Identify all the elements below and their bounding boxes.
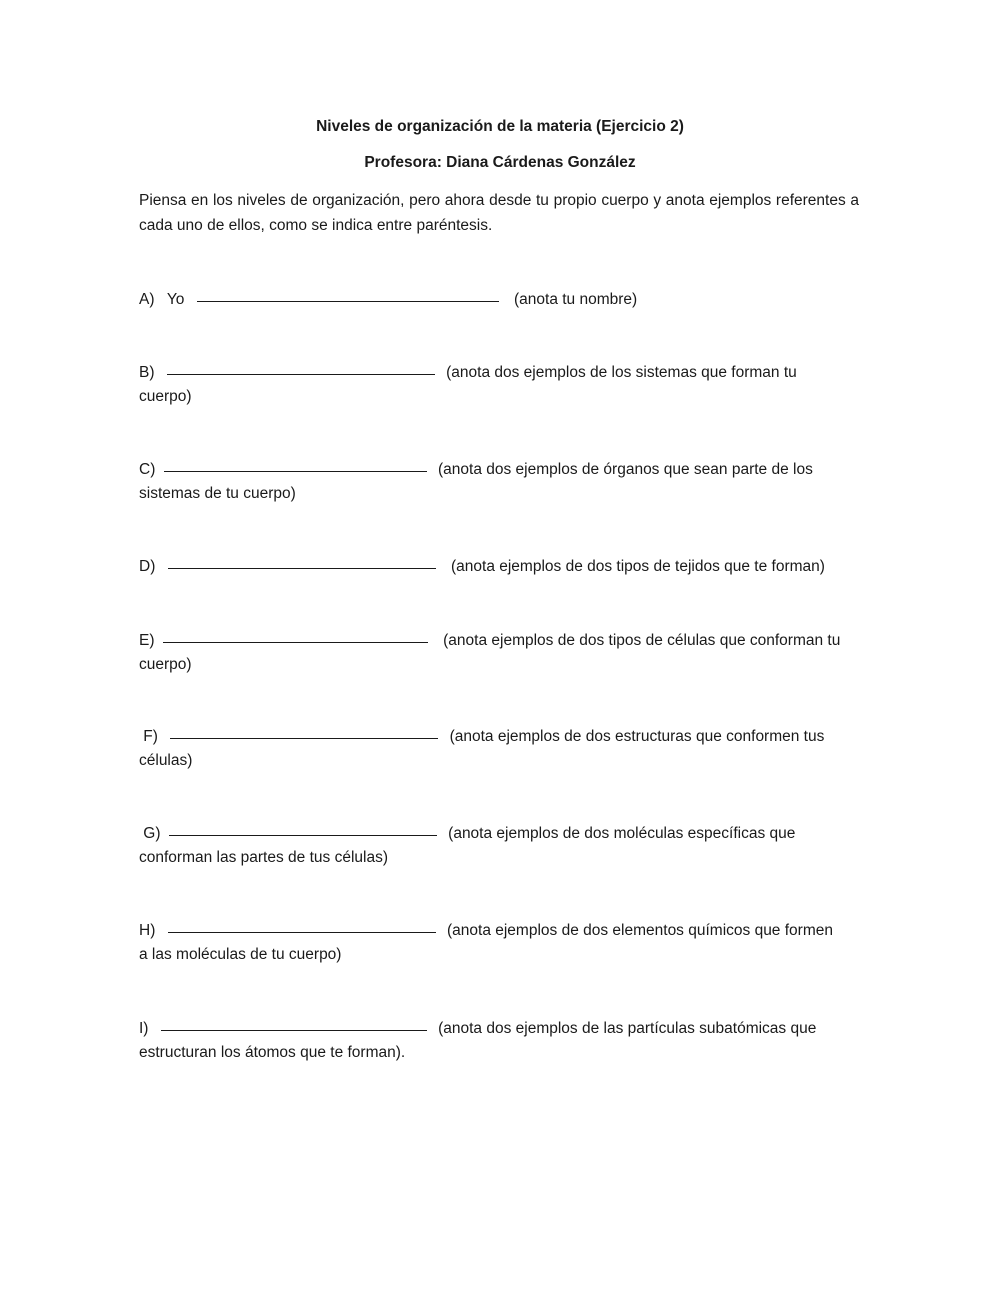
item-instruction: (anota ejemplos de dos elementos químicos que formen bbox=[446, 922, 833, 939]
item-label: H) bbox=[139, 922, 156, 939]
answer-blank-a[interactable] bbox=[197, 283, 499, 302]
item-instruction: (anota ejemplos de dos moléculas específicas que bbox=[448, 825, 796, 842]
item-instruction: (anota tu nombre) bbox=[513, 291, 638, 308]
item-instruction: (anota ejemplos de dos estructuras que conformen tus bbox=[449, 728, 825, 745]
teacher-name: Profesora: Diana Cárdenas González bbox=[364, 154, 636, 171]
item-label: F) bbox=[139, 728, 158, 745]
answer-blank-c[interactable] bbox=[164, 453, 427, 472]
item-instruction-continued: cuerpo) bbox=[139, 656, 192, 673]
item-label: A) bbox=[139, 291, 155, 308]
item-label: G) bbox=[139, 825, 161, 842]
answer-blank-e[interactable] bbox=[163, 624, 428, 643]
item-instruction: (anota ejemplos de dos tipos de células que conforman tu bbox=[443, 632, 841, 649]
exercise-item-i bbox=[139, 1014, 863, 1065]
exercise-item-b bbox=[139, 358, 863, 409]
item-instruction-continued: conforman las partes de tus células) bbox=[139, 849, 388, 866]
exercise-item-a bbox=[139, 285, 863, 312]
answer-blank-g[interactable] bbox=[169, 817, 437, 836]
item-instruction-continued: sistemas de tu cuerpo) bbox=[139, 485, 296, 502]
answer-blank-f[interactable] bbox=[170, 720, 438, 739]
exercise-item-e bbox=[139, 626, 863, 677]
item-instruction-continued: a las moléculas de tu cuerpo) bbox=[139, 946, 342, 963]
instructions-paragraph: Piensa en los niveles de organización, pero ahora desde tu propio cuerpo y anota ejemplos referentes a cada uno de ellos, como se indica entre paréntesis. bbox=[139, 192, 859, 234]
exercise-item-h bbox=[139, 916, 863, 967]
worksheet-title: Niveles de organización de la materia (Ejercicio 2) bbox=[316, 118, 684, 135]
item-instruction-continued: células) bbox=[139, 752, 193, 769]
item-instruction-continued: estructuran los átomos que te forman). bbox=[139, 1044, 406, 1061]
answer-blank-h[interactable] bbox=[168, 914, 436, 933]
item-prefix: Yo bbox=[166, 291, 185, 308]
item-instruction: (anota dos ejemplos de las partículas subatómicas que bbox=[438, 1020, 817, 1037]
exercise-item-g bbox=[139, 819, 863, 870]
item-instruction: (anota dos ejemplos de los sistemas que forman tu bbox=[446, 364, 797, 381]
item-label: D) bbox=[139, 558, 156, 575]
exercise-item-d bbox=[139, 552, 863, 579]
answer-blank-d[interactable] bbox=[168, 550, 436, 569]
item-instruction-continued: cuerpo) bbox=[139, 388, 192, 405]
item-label: B) bbox=[139, 364, 155, 381]
item-label: E) bbox=[139, 632, 155, 649]
answer-blank-b[interactable] bbox=[167, 356, 435, 375]
item-label: C) bbox=[139, 461, 156, 478]
item-instruction: (anota ejemplos de dos tipos de tejidos que te forman) bbox=[450, 558, 825, 575]
exercise-item-c bbox=[139, 455, 863, 506]
item-label: I) bbox=[139, 1020, 149, 1037]
exercise-item-f bbox=[139, 722, 863, 773]
item-instruction: (anota dos ejemplos de órganos que sean parte de los bbox=[437, 461, 813, 478]
answer-blank-i[interactable] bbox=[161, 1012, 427, 1031]
